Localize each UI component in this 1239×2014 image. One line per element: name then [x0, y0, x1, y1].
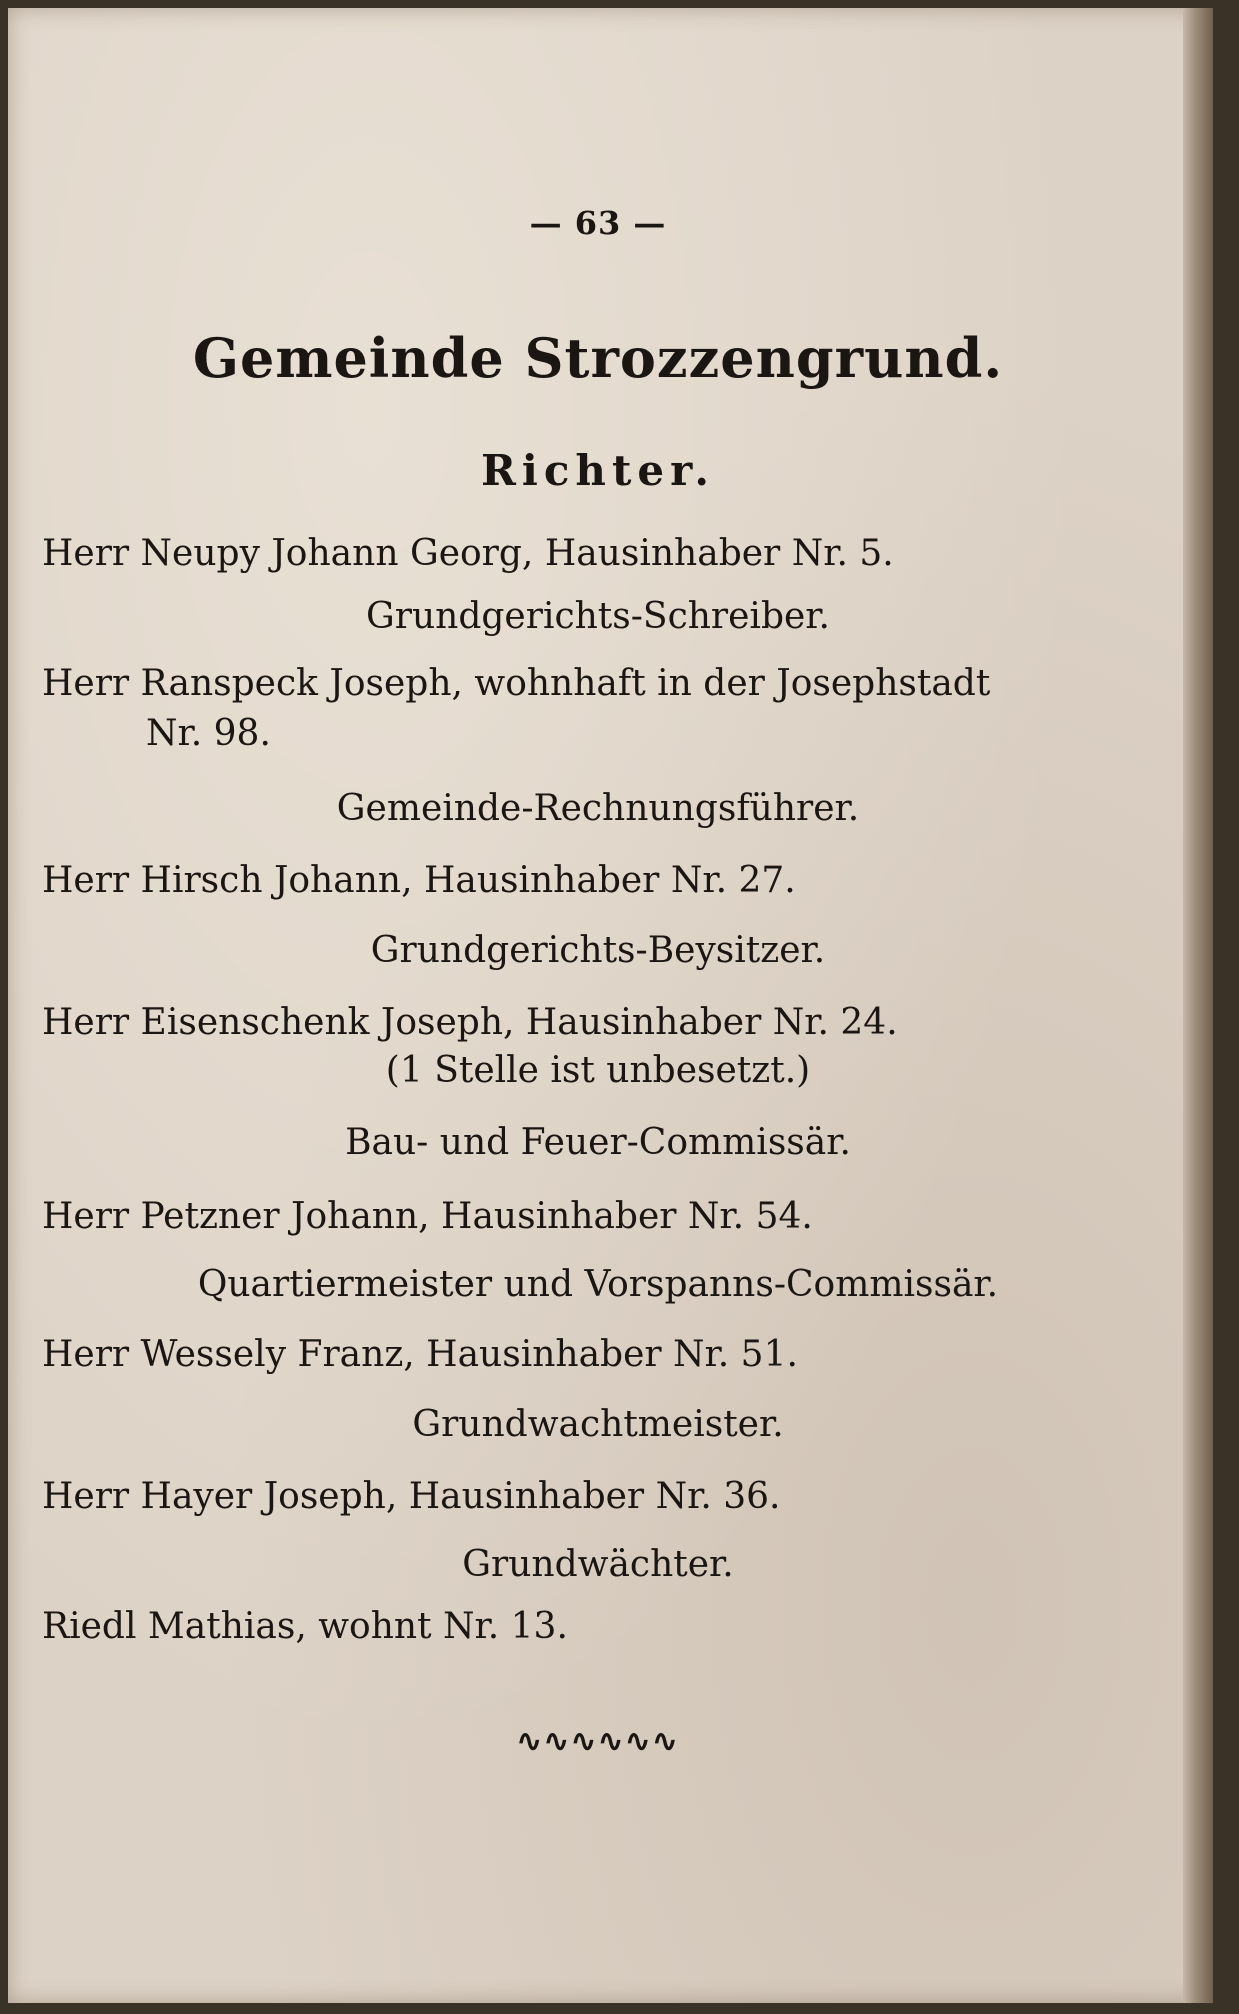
entry-line: Herr Ranspeck Joseph, wohnhaft in der Josephstadt: [42, 663, 991, 704]
section-heading: Bau- und Feuer-Commissär.: [345, 1122, 851, 1163]
page-edge: [1183, 8, 1213, 2003]
ornament-divider: ∿∿∿∿∿∿: [516, 1724, 680, 1759]
page-title: Gemeinde Strozzengrund.: [192, 326, 1004, 390]
entry-line: Herr Eisenschenk Joseph, Hausinhaber Nr. 24.: [42, 1002, 898, 1043]
section-heading-richter: Richter.: [481, 446, 715, 495]
section-heading: Grundgerichts-Schreiber.: [366, 596, 830, 637]
section-heading: Grundwachtmeister.: [412, 1404, 784, 1445]
entry-line: Herr Hayer Joseph, Hausinhaber Nr. 36.: [42, 1476, 781, 1517]
book-page: [8, 8, 1213, 2003]
page-number: — 63 —: [529, 204, 667, 242]
entry-line: Herr Neupy Johann Georg, Hausinhaber Nr. 5.: [42, 533, 894, 574]
entry-line: Herr Petzner Johann, Hausinhaber Nr. 54.: [42, 1196, 813, 1237]
entry-line: Herr Wessely Franz, Hausinhaber Nr. 51.: [42, 1334, 798, 1375]
section-heading: Gemeinde-Rechnungsführer.: [336, 788, 860, 829]
entry-line: Herr Hirsch Johann, Hausinhaber Nr. 27.: [42, 860, 796, 901]
entry-continuation: Nr. 98.: [146, 713, 271, 754]
section-heading: Grundgerichts-Beysitzer.: [370, 930, 826, 971]
section-heading: Grundwächter.: [462, 1544, 734, 1585]
entry-line: Riedl Mathias, wohnt Nr. 13.: [42, 1606, 568, 1647]
note-line: (1 Stelle ist unbesetzt.): [385, 1050, 811, 1091]
section-heading: Quartiermeister und Vorspanns-Commissär.: [197, 1264, 999, 1305]
